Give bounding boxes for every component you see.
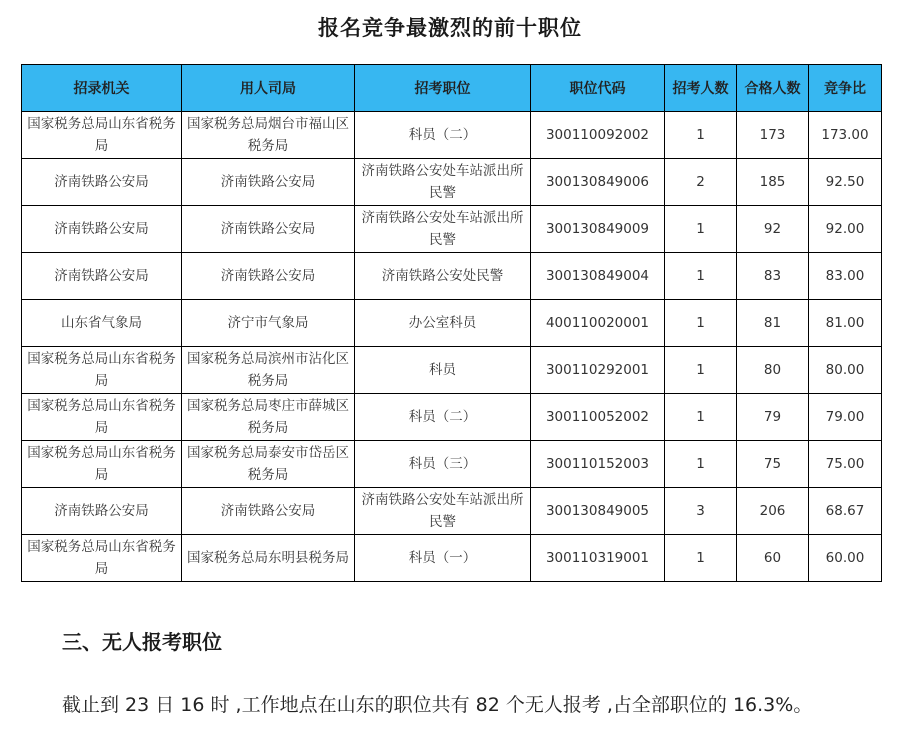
cell-competition-ratio: 60.00: [809, 535, 882, 582]
cell-position: 科员: [355, 347, 531, 394]
cell-position: 办公室科员: [355, 300, 531, 347]
cell-employing-bureau: 国家税务总局烟台市福山区税务局: [182, 112, 355, 159]
cell-position-code: 300110052002: [531, 394, 665, 441]
cell-qualified-count: 60: [737, 535, 809, 582]
table-row: [22, 441, 882, 488]
cell-qualified-count: 83: [737, 253, 809, 300]
cell-position-code: 300130849006: [531, 159, 665, 206]
cell-recruiting-agency: 国家税务总局山东省税务局: [22, 441, 182, 488]
cell-employing-bureau: 济南铁路公安局: [182, 206, 355, 253]
cell-qualified-count: 79: [737, 394, 809, 441]
cell-recruit-count: 1: [665, 394, 737, 441]
cell-recruiting-agency: 山东省气象局: [22, 300, 182, 347]
cell-recruit-count: 1: [665, 441, 737, 488]
cell-employing-bureau: 济南铁路公安局: [182, 253, 355, 300]
cell-position-code: 300130849009: [531, 206, 665, 253]
cell-position: 科员（三）: [355, 441, 531, 488]
cell-recruit-count: 1: [665, 300, 737, 347]
cell-recruit-count: 1: [665, 112, 737, 159]
cell-employing-bureau: 济南铁路公安局: [182, 159, 355, 206]
cell-employing-bureau: 国家税务总局枣庄市薛城区税务局: [182, 394, 355, 441]
cell-recruiting-agency: 济南铁路公安局: [22, 488, 182, 535]
cell-competition-ratio: 83.00: [809, 253, 882, 300]
header-recruit-count: 招考人数: [665, 65, 737, 112]
table-header-row: [22, 65, 882, 112]
cell-competition-ratio: 75.00: [809, 441, 882, 488]
section-heading: 三、无人报考职位: [62, 630, 222, 654]
cell-position: 科员（二）: [355, 394, 531, 441]
page-title: 报名竞争最激烈的前十职位: [318, 16, 582, 40]
table-row: [22, 300, 882, 347]
cell-recruit-count: 1: [665, 347, 737, 394]
competition-table: [21, 64, 882, 582]
cell-position-code: 400110020001: [531, 300, 665, 347]
cell-recruit-count: 1: [665, 253, 737, 300]
cell-competition-ratio: 92.00: [809, 206, 882, 253]
cell-recruiting-agency: 国家税务总局山东省税务局: [22, 112, 182, 159]
cell-recruiting-agency: 国家税务总局山东省税务局: [22, 535, 182, 582]
cell-qualified-count: 173: [737, 112, 809, 159]
cell-recruiting-agency: 济南铁路公安局: [22, 159, 182, 206]
cell-employing-bureau: 国家税务总局东明县税务局: [182, 535, 355, 582]
cell-qualified-count: 75: [737, 441, 809, 488]
table-row: [22, 112, 882, 159]
table-row: [22, 488, 882, 535]
cell-recruit-count: 1: [665, 535, 737, 582]
cell-competition-ratio: 173.00: [809, 112, 882, 159]
header-employing-bureau: 用人司局: [182, 65, 355, 112]
cell-competition-ratio: 81.00: [809, 300, 882, 347]
table-row: [22, 206, 882, 253]
table-row: [22, 159, 882, 206]
table-row: [22, 535, 882, 582]
cell-position: 科员（一）: [355, 535, 531, 582]
cell-position: 济南铁路公安处车站派出所民警: [355, 488, 531, 535]
header-position: 招考职位: [355, 65, 531, 112]
cell-position-code: 300130849004: [531, 253, 665, 300]
cell-competition-ratio: 80.00: [809, 347, 882, 394]
cell-position-code: 300110152003: [531, 441, 665, 488]
cell-position-code: 300130849005: [531, 488, 665, 535]
table-row: [22, 347, 882, 394]
table-row: [22, 394, 882, 441]
cell-position: 科员（二）: [355, 112, 531, 159]
header-recruiting-agency: 招录机关: [22, 65, 182, 112]
cell-competition-ratio: 79.00: [809, 394, 882, 441]
header-competition-ratio: 竞争比: [809, 65, 882, 112]
cell-qualified-count: 80: [737, 347, 809, 394]
cell-competition-ratio: 92.50: [809, 159, 882, 206]
cell-position-code: 300110319001: [531, 535, 665, 582]
cell-recruiting-agency: 济南铁路公安局: [22, 206, 182, 253]
cell-recruit-count: 3: [665, 488, 737, 535]
cell-recruiting-agency: 国家税务总局山东省税务局: [22, 347, 182, 394]
header-position-code: 职位代码: [531, 65, 665, 112]
header-qualified-count: 合格人数: [737, 65, 809, 112]
cell-qualified-count: 185: [737, 159, 809, 206]
cell-recruiting-agency: 国家税务总局山东省税务局: [22, 394, 182, 441]
table-row: [22, 253, 882, 300]
cell-position-code: 300110092002: [531, 112, 665, 159]
cell-qualified-count: 206: [737, 488, 809, 535]
cell-position: 济南铁路公安处民警: [355, 253, 531, 300]
table-body: [22, 112, 882, 582]
cell-recruiting-agency: 济南铁路公安局: [22, 253, 182, 300]
cell-employing-bureau: 济南铁路公安局: [182, 488, 355, 535]
cell-position: 济南铁路公安处车站派出所民警: [355, 206, 531, 253]
cell-recruit-count: 1: [665, 206, 737, 253]
summary-text: 截止到 23 日 16 时 ,工作地点在山东的职位共有 82 个无人报考 ,占全部职位的 16.3%。: [62, 694, 813, 716]
cell-qualified-count: 92: [737, 206, 809, 253]
cell-recruit-count: 2: [665, 159, 737, 206]
cell-employing-bureau: 济宁市气象局: [182, 300, 355, 347]
cell-position-code: 300110292001: [531, 347, 665, 394]
cell-position: 济南铁路公安处车站派出所民警: [355, 159, 531, 206]
cell-competition-ratio: 68.67: [809, 488, 882, 535]
cell-employing-bureau: 国家税务总局泰安市岱岳区税务局: [182, 441, 355, 488]
cell-qualified-count: 81: [737, 300, 809, 347]
cell-employing-bureau: 国家税务总局滨州市沾化区税务局: [182, 347, 355, 394]
